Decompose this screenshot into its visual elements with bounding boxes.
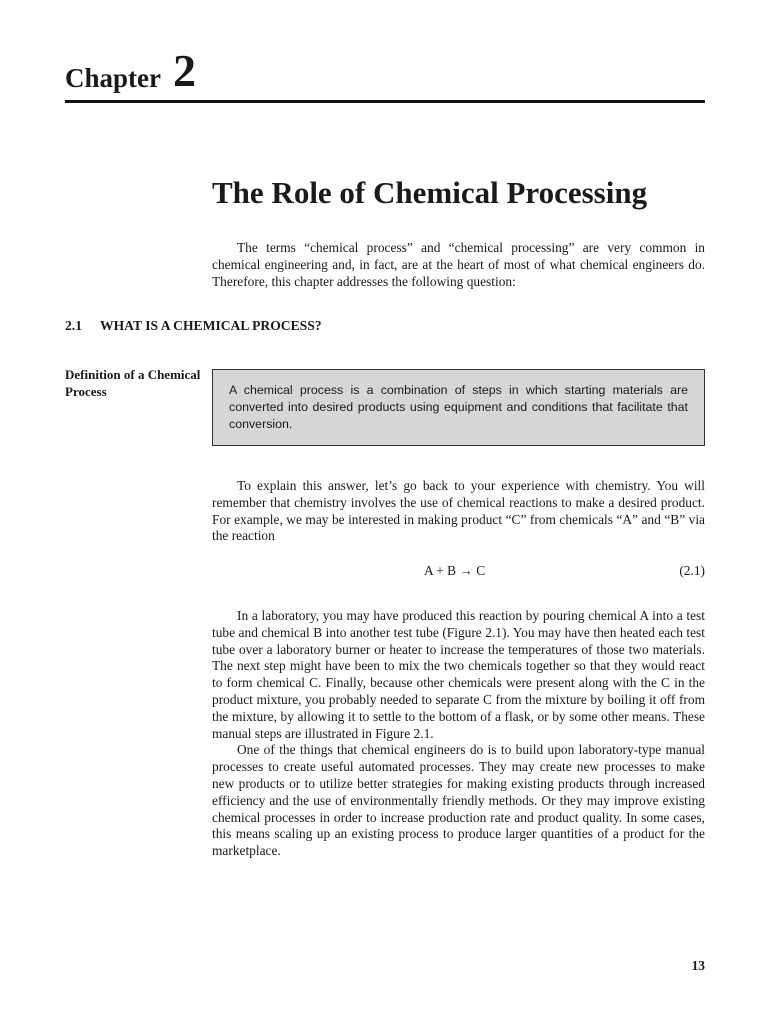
lab-section <box>212 608 705 860</box>
page-number: 13 <box>691 958 705 973</box>
chapter-header <box>65 45 705 100</box>
section-number: 2.1 <box>65 318 82 333</box>
equation <box>212 562 705 580</box>
section-title: WHAT IS A CHEMICAL PROCESS? <box>100 318 322 333</box>
chapter-number: 2 <box>173 45 196 96</box>
explain-paragraph: To explain this answer, let’s go back to your experience with chemistry. You will remember that chemistry involves the use of chemical reactions to make a desired product. For example, we may be interested in making product “C” from chemicals “A” and “B” via the reaction <box>212 478 705 544</box>
engineers-paragraph: One of the things that chemical engineers do is to build upon laboratory-type manual processes to create useful automated processes. They may create new processes to make new products or to utilize better strategies for making existing products through increased efficiency and the use of environmentally friendly methods. Or they may improve existing chemical processes in order to increase production rate and product quality. In some cases, this means scaling up an existing process to produce larger quantities of a product for the marketplace. <box>212 742 705 859</box>
chapter-title: The Role of Chemical Processing <box>212 175 648 210</box>
chapter-label: Chapter <box>65 63 161 93</box>
equation-expression: A + B → C <box>424 563 486 578</box>
margin-note: Definition of a Chemical Process <box>65 367 201 399</box>
section-heading <box>65 317 322 335</box>
equation-number: (2.1) <box>679 563 705 578</box>
definition-text: A chemical process is a combination of steps in which starting materials are converted into desired products using equipment and conditions that facilitate that conversion. <box>229 383 688 431</box>
explain-section <box>212 478 705 545</box>
chapter-rule <box>65 100 705 103</box>
intro-paragraph: The terms “chemical process” and “chemical processing” are very common in chemical engineering and, in fact, are at the heart of most of what chemical engineers do. Therefore, this chapter addresses the following question: <box>212 240 705 289</box>
intro-section <box>212 240 705 290</box>
definition-box <box>212 369 705 446</box>
lab-paragraph: In a laboratory, you may have produced this reaction by pouring chemical A into a test tube and chemical B into another test tube (Figure 2.1). You may have then heated each test tube over a laboratory burner or heater to increase the temperatures of those two materials. The next step might have been to mix the two chemicals together so that they would react to form chemical C. Finally, because other chemicals were present along with the C in the product mixture, you probably needed to separate C from the mixture by boiling it off from the mixture, by allowing it to settle to the bottom of a flask, or by some other means. These manual steps are illustrated in Figure 2.1. <box>212 608 705 741</box>
